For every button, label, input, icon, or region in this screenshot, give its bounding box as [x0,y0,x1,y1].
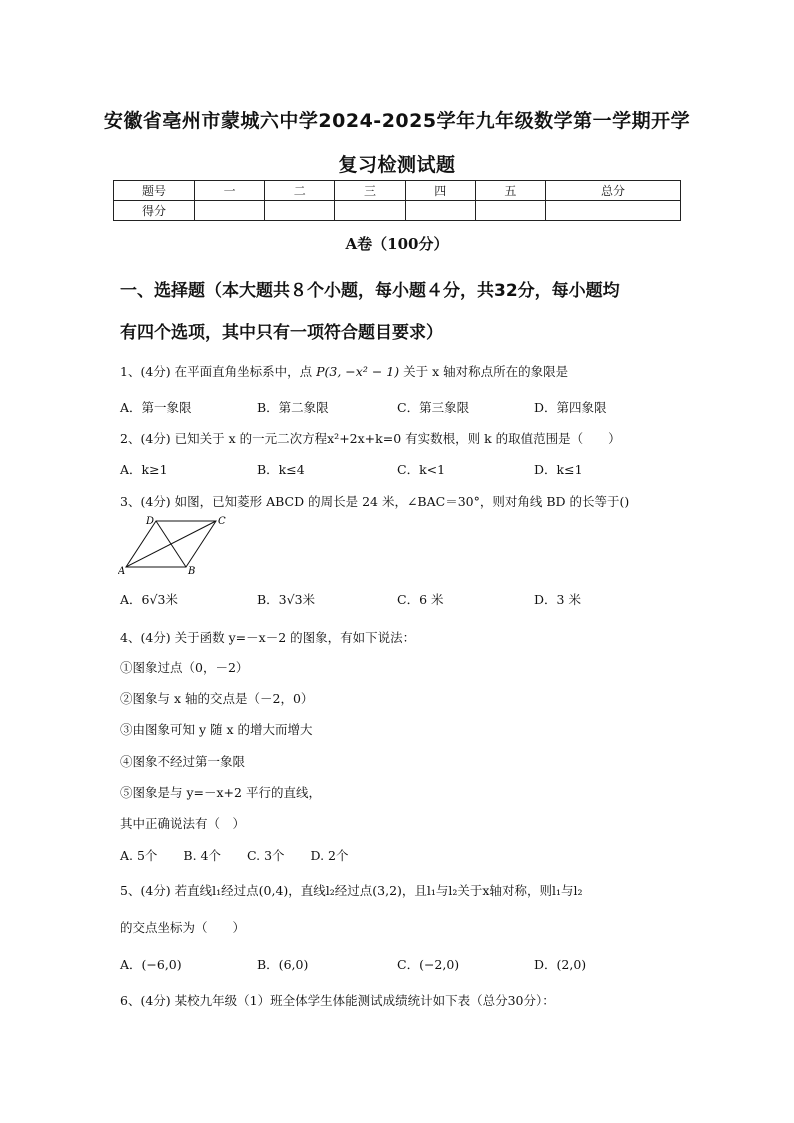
option-c[interactable]: C．第三象限 [397,400,470,415]
score-input-cell[interactable] [265,201,335,221]
option-b[interactable]: B．第二象限 [257,400,329,415]
score-input-cell[interactable] [475,201,545,221]
score-cell: 一 [195,181,265,201]
option-d[interactable]: D．(2,0) [534,957,587,972]
score-cell: 题号 [114,181,195,201]
question-1-options [120,398,680,416]
option-d[interactable]: D．第四象限 [534,400,607,415]
question-2-stem: 2、(4分) 已知关于 x 的一元二次方程x²+2x+k=0 有实数根，则 k 的取值范围是（ ） [120,431,621,446]
vertex-label-a: A [118,566,126,576]
exam-title-line2: 复习检测试题 [338,154,456,176]
question-1-stem-b: 关于 x 轴对称点所在的象限是 [403,364,569,379]
score-cell: 得分 [114,201,195,221]
score-cell: 二 [265,181,335,201]
option-d[interactable]: D．3 米 [534,592,581,607]
section-heading-line2: 有四个选项，其中只有一项符合题目要求） [120,323,443,343]
option-c[interactable]: C．(−2,0) [397,957,460,972]
question-4-options [120,846,680,864]
question-4-ask: 其中正确说法有（ ） [120,816,246,831]
option-d[interactable]: D. 2个 [310,848,349,863]
question-4-stem: 4、(4分) 关于函数 y=－x－2 的图象，有如下说法： [120,630,416,645]
question-5-options [120,955,680,973]
score-cell: 五 [475,181,545,201]
statement-2: ②图象与 x 轴的交点是（－2，0） [120,691,314,706]
option-c[interactable]: C. 3个 [247,848,285,863]
statement-5: ⑤图象是与 y=－x+2 平行的直线， [120,785,321,800]
score-input-cell[interactable] [546,201,681,221]
question-3-options [120,590,680,608]
score-input-cell[interactable] [405,201,475,221]
question-5-stem-line1: 5、(4分) 若直线l₁经过点(0,4)，直线l₂经过点(3,2)，且l₁与l₂关于x轴对称，则l₁与l₂ [120,883,583,898]
score-input-cell[interactable] [195,201,265,221]
option-c[interactable]: C．6 米 [397,592,444,607]
question-6-stem: 6、(4分) 某校九年级（1）班全体学生体能测试成绩统计如下表（总分30分）： [120,993,555,1008]
volume-heading: A卷（100分） [345,235,449,253]
score-table-score-row [114,201,681,221]
statement-3: ③由图象可知 y 随 x 的增大而增大 [120,722,313,737]
option-b[interactable]: B. 4个 [183,848,222,863]
option-a[interactable]: A．第一象限 [120,400,192,415]
vertex-label-b: B [188,566,196,576]
question-2-options [120,460,680,478]
option-b[interactable]: B．(6,0) [257,957,309,972]
score-cell: 四 [405,181,475,201]
option-a[interactable]: A. 5个 [120,848,158,863]
question-5-stem-line2: 的交点坐标为（ ） [120,920,246,935]
question-1-stem-a: 1、(4分) 在平面直角坐标系中，点 [120,364,313,379]
vertex-label-d: D [146,516,155,527]
statement-1: ①图象过点（0，－2） [120,660,249,675]
score-cell: 三 [335,181,405,201]
question-3-stem: 3、(4分) 如图，已知菱形 ABCD 的周长是 24 米，∠BAC＝30°，则对角线 BD 的长等于() [120,494,630,509]
option-a[interactable]: A．6√3米 [120,592,178,607]
score-cell: 总分 [546,181,681,201]
statement-4: ④图象不经过第一象限 [120,754,246,769]
option-b[interactable]: B．k≤4 [257,462,305,477]
vertex-label-c: C [218,516,226,527]
option-a[interactable]: A．k≥1 [120,462,168,477]
question-1-stem [120,362,568,380]
option-d[interactable]: D．k≤1 [534,462,583,477]
option-c[interactable]: C．k<1 [397,462,446,477]
score-table-header-row [114,181,681,201]
rhombus-shape [126,521,216,567]
score-table [113,180,681,221]
section-heading-line1: 一、选择题（本大题共８个小题，每小题４分，共32分，每小题均 [120,281,620,301]
option-a[interactable]: A．(−6,0) [120,957,182,972]
question-1-point: P(3, −x² − 1) [316,364,400,379]
rhombus-figure [118,512,228,576]
option-b[interactable]: B．3√3米 [257,592,316,607]
exam-title-line1: 安徽省亳州市蒙城六中学2024-2025学年九年级数学第一学期开学 [103,110,691,132]
score-input-cell[interactable] [335,201,405,221]
